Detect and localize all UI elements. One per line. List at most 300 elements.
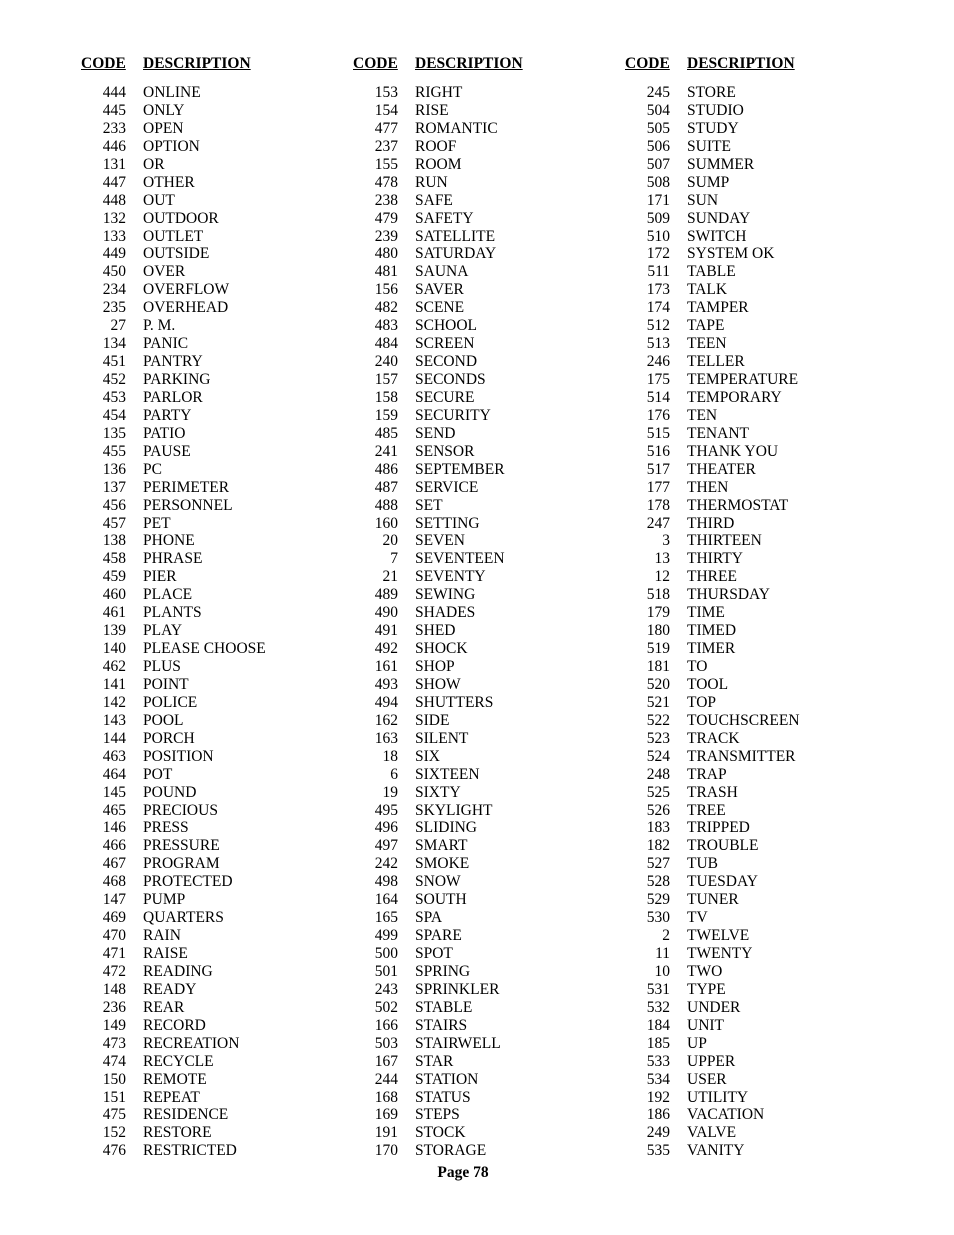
description-value: OVERHEAD	[143, 299, 229, 317]
description-value: SUITE	[687, 137, 731, 155]
description-value: OVER	[143, 263, 186, 281]
code-header: CODE	[353, 55, 398, 72]
description-value: SEND	[415, 424, 456, 442]
code-value: 470	[102, 927, 126, 945]
description-value: ROOM	[415, 155, 462, 173]
description-value: SHOW	[415, 675, 461, 693]
description-value: STORE	[687, 84, 736, 101]
page-number: Page 78	[437, 1164, 489, 1181]
description-value: SCHOOL	[415, 317, 478, 335]
description-value: SILENT	[415, 729, 469, 747]
code-value: 248	[646, 765, 670, 783]
code-value: 482	[374, 299, 398, 317]
code-value: 511	[647, 263, 670, 281]
code-value: 247	[646, 514, 670, 532]
description-value: USER	[687, 1070, 727, 1088]
description-value: RECYCLE	[143, 1052, 214, 1070]
description-value: STOCK	[415, 1124, 466, 1142]
code-value: 460	[102, 586, 126, 604]
description-value: PANIC	[143, 335, 189, 353]
description-value: SHUTTERS	[415, 693, 494, 711]
code-value: 504	[646, 101, 670, 119]
description-value: PRECIOUS	[143, 801, 218, 819]
description-value: SCREEN	[415, 335, 475, 353]
code-value: 489	[374, 586, 398, 604]
code-value: 445	[102, 101, 126, 119]
code-value: 463	[102, 747, 126, 765]
description-value: STAR	[415, 1052, 454, 1070]
description-value: THANK YOU	[687, 442, 779, 460]
description-value: RESIDENCE	[143, 1106, 229, 1124]
description-value: SATURDAY	[415, 245, 497, 263]
code-value: 156	[374, 281, 398, 299]
code-value: 497	[374, 837, 398, 855]
description-value: SYSTEM OK	[687, 245, 775, 263]
code-value: 135	[102, 424, 126, 442]
description-value: TRASH	[687, 783, 738, 801]
description-value: SENSOR	[415, 442, 475, 460]
description-value: PHRASE	[143, 550, 203, 568]
code-value: 243	[374, 980, 398, 998]
code-value: 136	[102, 460, 126, 478]
description-value: SCENE	[415, 299, 465, 317]
description-value: PRESS	[143, 819, 189, 837]
code-value: 6	[390, 765, 398, 783]
description-value: SPARE	[415, 927, 462, 945]
code-value: 474	[102, 1052, 126, 1070]
code-value: 173	[646, 281, 670, 299]
description-value: UNDER	[687, 998, 741, 1016]
code-value: 498	[374, 873, 398, 891]
description-value: ONLY	[143, 101, 185, 119]
code-value: 234	[102, 281, 126, 299]
description-value: SNOW	[415, 873, 461, 891]
code-value: 155	[374, 155, 398, 173]
code-value: 172	[646, 245, 670, 263]
code-value: 468	[102, 873, 126, 891]
code-value: 534	[646, 1070, 670, 1088]
code-value: 170	[374, 1142, 398, 1160]
code-value: 238	[374, 191, 398, 209]
code-value: 466	[102, 837, 126, 855]
code-value: 522	[646, 711, 670, 729]
description-value: SEVEN	[415, 532, 465, 550]
description-value: UNIT	[687, 1016, 725, 1034]
description-value: TALK	[687, 281, 728, 299]
code-value: 496	[374, 819, 398, 837]
code-value: 487	[374, 478, 398, 496]
code-value: 457	[102, 514, 126, 532]
description-header: DESCRIPTION	[143, 55, 251, 72]
code-value: 528	[646, 873, 670, 891]
code-value: 239	[374, 227, 398, 245]
code-value: 467	[102, 855, 126, 873]
description-value: PIER	[143, 568, 177, 586]
code-value: 144	[102, 729, 126, 747]
code-value: 494	[374, 693, 398, 711]
code-value: 178	[646, 496, 670, 514]
code-value: 148	[102, 980, 126, 998]
description-value: RECREATION	[143, 1034, 240, 1052]
description-value: PLANTS	[143, 604, 202, 622]
description-value: RAISE	[143, 945, 188, 962]
description-value: SAVER	[415, 281, 464, 299]
description-value: SUN	[687, 191, 719, 209]
description-value: PET	[143, 514, 171, 532]
description-value: VANITY	[687, 1142, 745, 1160]
code-value: 240	[374, 353, 398, 371]
description-value: SECONDS	[415, 371, 486, 388]
description-value: SMOKE	[415, 855, 470, 873]
code-value: 2	[662, 927, 670, 945]
description-value: TEMPERATURE	[687, 371, 799, 388]
code-value: 486	[374, 460, 398, 478]
description-value: SATELLITE	[415, 227, 496, 245]
description-value: OVERFLOW	[143, 281, 230, 299]
code-value: 242	[374, 855, 398, 873]
description-value: TRACK	[687, 729, 740, 747]
description-value: PARLOR	[143, 388, 203, 406]
code-value: 235	[102, 299, 126, 317]
code-value: 157	[374, 371, 398, 388]
description-value: SECURITY	[415, 406, 491, 424]
code-value: 182	[646, 837, 670, 855]
description-value: STAIRS	[415, 1016, 468, 1034]
description-value: TABLE	[687, 263, 736, 281]
code-value: 452	[102, 371, 126, 388]
code-value: 20	[382, 532, 398, 550]
code-value: 241	[374, 442, 398, 460]
description-value: PROTECTED	[143, 873, 233, 891]
description-value: READING	[143, 962, 213, 980]
description-value: TUNER	[687, 891, 739, 909]
description-value: RUN	[415, 173, 448, 191]
code-value: 163	[374, 729, 398, 747]
code-value: 168	[374, 1088, 398, 1106]
description-value: SEVENTEEN	[415, 550, 505, 568]
code-value: 167	[374, 1052, 398, 1070]
code-value: 529	[646, 891, 670, 909]
description-value: SIDE	[415, 711, 450, 729]
code-value: 7	[390, 550, 398, 568]
code-value: 485	[374, 424, 398, 442]
description-value: PORCH	[143, 729, 195, 747]
description-value: THIRTEEN	[687, 532, 762, 550]
description-value: TENANT	[687, 424, 749, 442]
code-value: 145	[102, 783, 126, 801]
code-value: 446	[102, 137, 126, 155]
description-value: SAFETY	[415, 209, 474, 227]
description-value: TOP	[687, 693, 717, 711]
description-value: PATIO	[143, 424, 186, 442]
code-value: 180	[646, 622, 670, 640]
code-value: 132	[102, 209, 126, 227]
code-value: 166	[374, 1016, 398, 1034]
description-value: SPA	[415, 909, 443, 927]
code-value: 175	[646, 371, 670, 388]
code-value: 246	[646, 353, 670, 371]
description-value: TEEN	[687, 335, 727, 353]
code-value: 520	[646, 675, 670, 693]
description-value: POLICE	[143, 693, 198, 711]
description-value: PERSONNEL	[143, 496, 233, 514]
description-value: TWENTY	[687, 945, 753, 962]
description-value: STATUS	[415, 1088, 471, 1106]
code-value: 530	[646, 909, 670, 927]
description-value: TIMED	[687, 622, 737, 640]
description-value: SHADES	[415, 604, 476, 622]
description-value: OUT	[143, 191, 175, 209]
code-value: 505	[646, 119, 670, 137]
description-value: OTHER	[143, 173, 195, 191]
description-value: ONLINE	[143, 84, 201, 101]
description-value: SMART	[415, 837, 468, 855]
code-value: 456	[102, 496, 126, 514]
description-value: SAUNA	[415, 263, 469, 281]
code-value: 491	[374, 622, 398, 640]
code-value: 478	[374, 173, 398, 191]
description-value: UTILITY	[687, 1088, 749, 1106]
code-value: 475	[102, 1106, 126, 1124]
code-value: 146	[102, 819, 126, 837]
code-value: 237	[374, 137, 398, 155]
code-value: 462	[102, 658, 126, 675]
code-value: 12	[654, 568, 670, 586]
code-value: 447	[102, 173, 126, 191]
code-value: 149	[102, 1016, 126, 1034]
code-value: 483	[374, 317, 398, 335]
code-value: 503	[374, 1034, 398, 1052]
code-value: 159	[374, 406, 398, 424]
code-value: 3	[662, 532, 670, 550]
description-value: TOUCHSCREEN	[687, 711, 800, 729]
code-value: 488	[374, 496, 398, 514]
code-value: 533	[646, 1052, 670, 1070]
code-value: 181	[646, 658, 670, 675]
description-value: RISE	[415, 101, 449, 119]
description-value: PARTY	[143, 406, 192, 424]
code-value: 11	[655, 945, 670, 962]
code-value: 526	[646, 801, 670, 819]
description-value: RIGHT	[415, 84, 463, 101]
description-value: PRESSURE	[143, 837, 220, 855]
description-value: SHOCK	[415, 640, 468, 658]
description-value: TAPE	[687, 317, 725, 335]
description-value: OUTLET	[143, 227, 204, 245]
code-value: 184	[646, 1016, 670, 1034]
description-value: TV	[687, 909, 708, 927]
description-value: VALVE	[687, 1124, 737, 1142]
description-value: SUNDAY	[687, 209, 751, 227]
description-value: TEMPORARY	[687, 388, 782, 406]
description-value: SWITCH	[687, 227, 747, 245]
description-value: SAFE	[415, 191, 453, 209]
description-value: SIXTY	[415, 783, 461, 801]
code-value: 502	[374, 998, 398, 1016]
code-value: 523	[646, 729, 670, 747]
description-value: RECORD	[143, 1016, 206, 1034]
code-value: 506	[646, 137, 670, 155]
description-value: STUDY	[687, 119, 739, 137]
code-value: 458	[102, 550, 126, 568]
code-value: 473	[102, 1034, 126, 1052]
code-value: 244	[374, 1070, 398, 1088]
description-value: VACATION	[687, 1106, 765, 1124]
code-value: 524	[646, 747, 670, 765]
code-value: 191	[374, 1124, 398, 1142]
code-value: 525	[646, 783, 670, 801]
code-value: 535	[646, 1142, 670, 1160]
code-value: 236	[102, 998, 126, 1016]
description-value: SHOP	[415, 658, 455, 675]
code-value: 454	[102, 406, 126, 424]
description-value: TO	[687, 658, 708, 675]
code-value: 160	[374, 514, 398, 532]
description-value: THURSDAY	[687, 586, 770, 604]
description-value: SKYLIGHT	[415, 801, 493, 819]
code-value: 495	[374, 801, 398, 819]
code-value: 147	[102, 891, 126, 909]
code-value: 169	[374, 1106, 398, 1124]
description-value: TEN	[687, 406, 718, 424]
code-header: CODE	[81, 55, 126, 72]
description-value: ROMANTIC	[415, 119, 498, 137]
description-value: STAIRWELL	[415, 1034, 501, 1052]
description-value: POSITION	[143, 747, 214, 765]
description-value: REMOTE	[143, 1070, 207, 1088]
description-value: PLUS	[143, 658, 181, 675]
description-value: PUMP	[143, 891, 186, 909]
description-value: REAR	[143, 998, 185, 1016]
description-value: SIX	[415, 747, 440, 765]
description-value: SETTING	[415, 514, 480, 532]
code-value: 450	[102, 263, 126, 281]
code-value: 453	[102, 388, 126, 406]
code-value: 517	[646, 460, 670, 478]
code-value: 134	[102, 335, 126, 353]
description-value: POINT	[143, 675, 189, 693]
code-value: 13	[654, 550, 670, 568]
description-value: QUARTERS	[143, 909, 224, 927]
code-value: 527	[646, 855, 670, 873]
code-value: 477	[374, 119, 398, 137]
code-value: 518	[646, 586, 670, 604]
code-value: 174	[646, 299, 670, 317]
code-value: 179	[646, 604, 670, 622]
description-value: POUND	[143, 783, 197, 801]
description-header: DESCRIPTION	[415, 55, 523, 72]
code-value: 493	[374, 675, 398, 693]
code-value: 183	[646, 819, 670, 837]
description-value: SET	[415, 496, 443, 514]
description-value: TRAP	[687, 765, 727, 783]
description-value: THEN	[687, 478, 729, 496]
description-value: TUB	[687, 855, 718, 873]
code-value: 510	[646, 227, 670, 245]
description-value: ROOF	[415, 137, 457, 155]
description-value: PLEASE CHOOSE	[143, 640, 266, 658]
description-value: READY	[143, 980, 197, 998]
code-value: 162	[374, 711, 398, 729]
description-value: PLACE	[143, 586, 193, 604]
description-header: DESCRIPTION	[687, 55, 795, 72]
code-value: 516	[646, 442, 670, 460]
code-value: 131	[102, 155, 126, 173]
code-value: 472	[102, 962, 126, 980]
description-value: SPOT	[415, 945, 453, 962]
description-value: PERIMETER	[143, 478, 230, 496]
code-value: 153	[374, 84, 398, 101]
code-value: 476	[102, 1142, 126, 1160]
description-value: STEPS	[415, 1106, 460, 1124]
code-value: 465	[102, 801, 126, 819]
description-value: SECURE	[415, 388, 475, 406]
description-value: TRANSMITTER	[687, 747, 796, 765]
description-value: PARKING	[143, 371, 211, 388]
description-value: STABLE	[415, 998, 473, 1016]
code-value: 499	[374, 927, 398, 945]
description-value: TIME	[687, 604, 725, 622]
description-value: THIRD	[687, 514, 735, 532]
code-value: 19	[382, 783, 398, 801]
description-value: REPEAT	[143, 1088, 200, 1106]
description-value: STUDIO	[687, 101, 744, 119]
description-value: SPRING	[415, 962, 471, 980]
description-value: TYPE	[687, 980, 726, 998]
description-value: TUESDAY	[687, 873, 758, 891]
code-value: 501	[374, 962, 398, 980]
description-value: THIRTY	[687, 550, 743, 568]
description-value: SHED	[415, 622, 456, 640]
description-value: POOL	[143, 711, 184, 729]
code-value: 18	[382, 747, 398, 765]
description-value: THREE	[687, 568, 737, 586]
description-value: PAUSE	[143, 442, 191, 460]
code-value: 449	[102, 245, 126, 263]
description-value: TOOL	[687, 675, 729, 693]
description-value: TAMPER	[687, 299, 749, 317]
code-value: 171	[646, 191, 670, 209]
code-value: 455	[102, 442, 126, 460]
description-value: PLAY	[143, 622, 183, 640]
code-value: 500	[374, 945, 398, 962]
code-value: 21	[382, 568, 398, 586]
code-value: 459	[102, 568, 126, 586]
code-value: 27	[110, 317, 126, 335]
code-value: 481	[374, 263, 398, 281]
code-value: 509	[646, 209, 670, 227]
description-value: SUMMER	[687, 155, 755, 173]
code-value: 151	[102, 1088, 126, 1106]
description-value: OPEN	[143, 119, 184, 137]
description-value: TWO	[687, 962, 723, 980]
code-value: 512	[646, 317, 670, 335]
description-value: SERVICE	[415, 478, 479, 496]
code-value: 192	[646, 1088, 670, 1106]
description-value: THERMOSTAT	[687, 496, 789, 514]
code-value: 514	[646, 388, 670, 406]
code-value: 464	[102, 765, 126, 783]
description-value: UP	[687, 1034, 707, 1052]
description-value: TIMER	[687, 640, 736, 658]
description-value: PHONE	[143, 532, 195, 550]
code-value: 479	[374, 209, 398, 227]
code-value: 521	[646, 693, 670, 711]
code-value: 139	[102, 622, 126, 640]
code-value: 141	[102, 675, 126, 693]
code-value: 164	[374, 891, 398, 909]
description-value: TREE	[687, 801, 726, 819]
